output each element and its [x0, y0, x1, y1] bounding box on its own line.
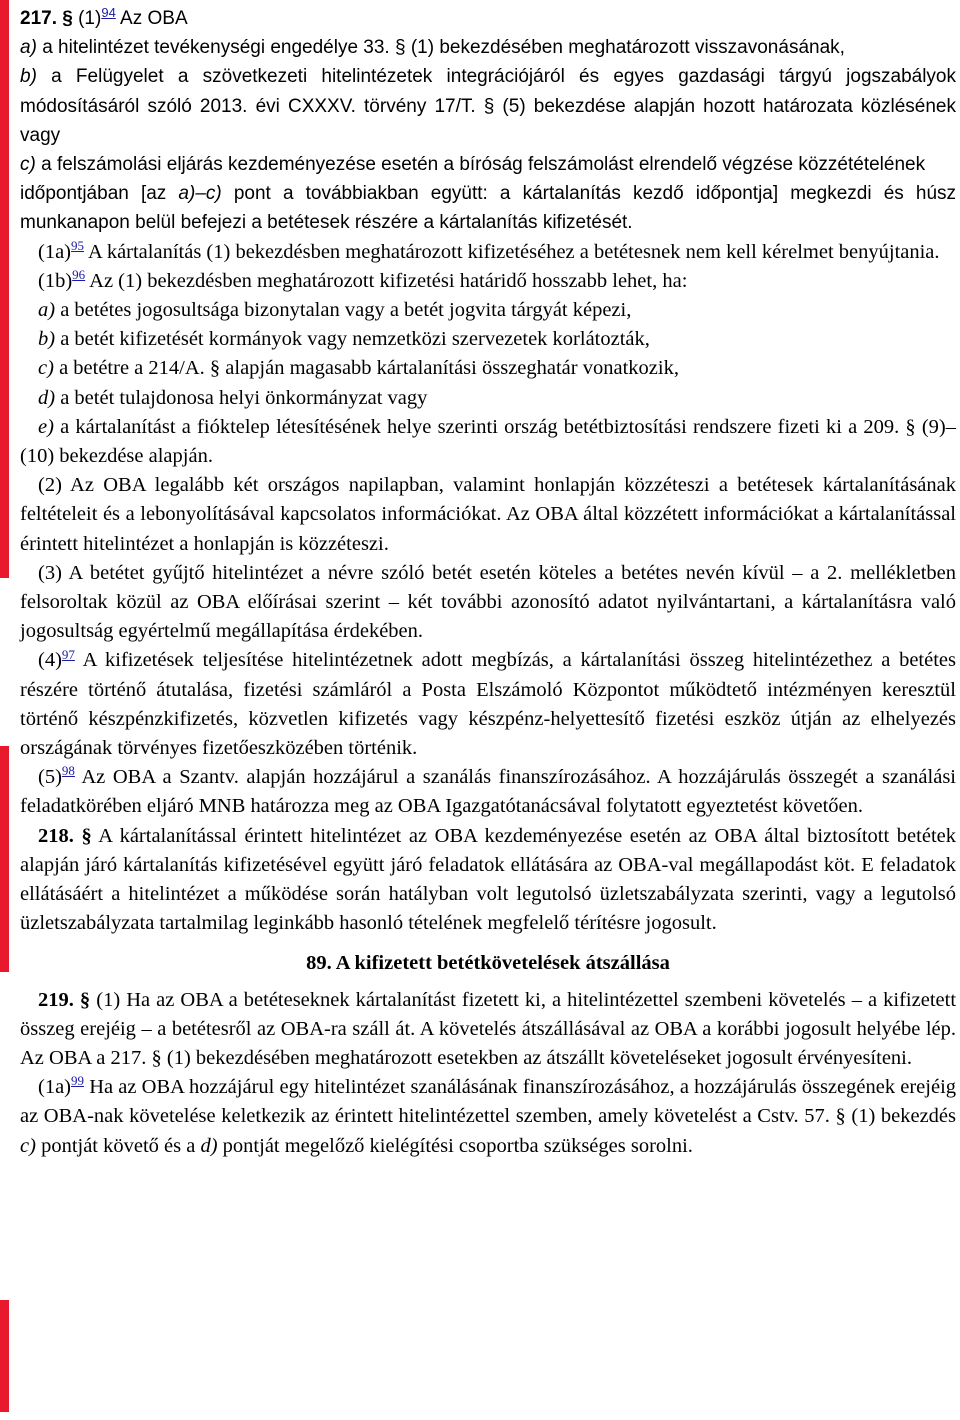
item-text: a felszámolási eljárás kezdeményezése esetén a bíróság felszámolást elrendelő végzése közzétételének: [41, 154, 926, 176]
footnote-link[interactable]: 94: [101, 4, 116, 20]
list-item-b: [20, 62, 956, 150]
paragraph-4: [20, 646, 956, 763]
item-label: c): [20, 154, 36, 176]
paragraph-text: Az OBA a Szantv. alapján hozzájárul a szanálás finanszírozásához. A hozzájárulás összegét a szanálási feladatkörében eljáró MNB határozza meg az OBA Igazgatótanácsával folytatott egyeztetést követően.: [20, 766, 956, 818]
footnote-link[interactable]: 99: [71, 1073, 85, 1089]
paragraph-text: A kifizetések teljesítése hitelintézetnek adott megbízás, a kártalanítási összeg hitelintézethez a betétes részére történő átutalása, fizetési számláról a Posta Elszámoló Központot működtető intézményen keresztül történő készpénzkifizetés, közvetlen kifizetés vagy készpénz-helyettesítő fizetési eszköz útján az elhelyezés országának törvényes fizetőeszközében történik.: [20, 649, 957, 760]
item-text: a betétre a 214/A. § alapján magasabb kártalanítási összeghatár vonatkozik,: [59, 357, 679, 380]
item-label: c): [38, 357, 54, 380]
footnote-link[interactable]: 96: [72, 267, 86, 282]
change-marker-bar: [0, 0, 9, 578]
section-number: 218. §: [38, 824, 92, 847]
paragraph-number: (1a): [38, 1076, 72, 1099]
item-text: a betét kifizetését kormányok vagy nemzetközi szervezetek korlátozták,: [60, 328, 650, 351]
footnote-link[interactable]: 97: [61, 646, 75, 662]
text-part: pontját követő és a: [41, 1134, 196, 1157]
change-marker-bar: [0, 746, 9, 972]
paragraph-text: Az (1) bekezdésben meghatározott kifizetési határidő hosszabb lehet, ha:: [89, 269, 688, 292]
list-item-1b-c: [20, 354, 956, 383]
paragraph-number: (5): [38, 766, 62, 789]
section-217-heading-line: [20, 4, 956, 33]
item-text: a betét tulajdonosa helyi önkormányzat vagy: [60, 386, 428, 409]
list-item-1b-a: [20, 296, 956, 325]
paragraph-number: (4): [38, 649, 62, 672]
text-part: időpontjában [az: [20, 183, 167, 205]
paragraph-3: (3) A betétet gyűjtő hitelintézet a névre szóló betét esetén köteles a betétes nevén kívül – a 2. mellékletben felsoroltak közül az OBA előírásai szerint – két további azonosító adatot nyilvántartani, a kártalanításra való jogosultság egyértelmű megállapítása érdekében.: [20, 561, 956, 643]
document-page: [20, 4, 956, 1161]
section-219: [20, 986, 956, 1074]
paragraph-number: (1a): [38, 240, 72, 263]
closing-text: [20, 179, 956, 237]
footnote-link[interactable]: 95: [71, 237, 85, 253]
list-item-1b-b: [20, 325, 956, 354]
section-number: 217. §: [20, 8, 73, 29]
item-text: a betétes jogosultsága bizonytalan vagy a betét jogvita tárgyát képezi,: [60, 299, 632, 322]
text-part: Ha az OBA hozzájárul egy hitelintézet szanálásának finanszírozásához, a hozzájárulás összegének erejéig az OBA-nak követelése keletkezik az érintett hitelintézettel szemben, amely követelést a Cstv. 57. § (1) bekezdés: [20, 1076, 957, 1128]
change-marker-bar: [0, 1300, 9, 1412]
item-text: a hitelintézet tevékenységi engedélye 33. § (1) bekezdésében meghatározott visszavonásának,: [42, 37, 845, 59]
paragraph-5: [20, 763, 956, 821]
paragraph-text: Az OBA: [120, 8, 188, 29]
item-label: b): [38, 328, 56, 351]
list-item-1b-d: [20, 384, 956, 413]
paragraph-number: (1): [78, 8, 102, 29]
item-label: b): [20, 66, 37, 88]
paragraph-1a: [20, 238, 956, 267]
section-218: [20, 822, 956, 939]
list-item-a: [20, 33, 956, 62]
text-part-italic: d): [200, 1134, 218, 1157]
footnote-link[interactable]: 98: [61, 763, 75, 779]
paragraph-219-1a: [20, 1073, 956, 1161]
text-part: pont a továbbiakban együtt: a kártalanítás kezdő időpontja] megkezdi és húsz munkanapon belül befejezi a betétesek részére a kártalanítás kifizetését.: [20, 183, 957, 234]
item-label: a): [38, 299, 56, 322]
paragraph-text: A kártalanítás (1) bekezdésben meghatározott kifizetéséhez a betétesnek nem kell kérelmet benyújtania.: [88, 240, 940, 263]
item-text: a Felügyelet a szövetkezeti hitelintézetek integrációjáról és egyes gazdasági tárgyú jogszabályok módosításáról szóló 2013. évi CXXXV. törvény 17/T. § (5) bekezdése alapján hozott határozata közlésének vagy: [20, 66, 957, 146]
section-number: 219. §: [38, 988, 91, 1011]
section-text: A kártalanítással érintett hitelintézet az OBA kezdeményezése esetén az OBA által biztosított betétek alapján járó kártalanítás kifizetésével együtt járó feladatok ellátására az OBA-val megállapodást köt. E feladatok ellátásáért a hitelintézet a működése során hatályban volt legutolsó üzletszabályzata szerinti, vagy a legutolsó üzletszabályzata tartalmilag leginkább hasonló tételének megfelelő térítésre jogosult.: [20, 824, 956, 935]
text-part-italic: a)–c): [178, 183, 222, 205]
item-text: a kártalanítást a fióktelep létesítésének helye szerinti ország betétbiztosítási rendszere fizeti ki a 209. § (9)–(10) bekezdése alapján.: [20, 415, 956, 468]
item-label: a): [20, 37, 37, 59]
item-label: d): [38, 386, 56, 409]
text-part-italic: c): [20, 1134, 36, 1157]
paragraph-number: (1b): [38, 269, 73, 292]
paragraph-2: (2) Az OBA legalább két országos napilapban, valamint honlapján közzéteszi a betétesek kártalanításának feltételeit és a lebonyolításával kapcsolatos információkat. Az OBA által közzétett információkat a kártalanítással érintett hitelintézet a honlapján is közzéteszi.: [20, 474, 956, 555]
text-part: pontját megelőző kielégítési csoportba szükséges sorolni.: [222, 1134, 693, 1157]
chapter-heading: 89. A kifizetett betétkövetelések átszállása: [306, 951, 670, 974]
paragraph-1b: [20, 267, 956, 296]
section-text: (1) Ha az OBA a betéteseknek kártalanítást fizetett ki, a hitelintézettel szembeni követelés – a kifizetett összeg erejéig – a betétesről az OBA-ra száll át. A követelés átszállásával az OBA a korábbi jogosult helyébe lép. Az OBA a 217. § (1) bekezdésében meghatározott esetekben az átszállt követeléseket jogosult érvényesíteni.: [20, 988, 957, 1069]
list-item-1b-e: [20, 413, 956, 471]
item-label: e): [38, 415, 54, 438]
list-item-c: [20, 150, 956, 179]
